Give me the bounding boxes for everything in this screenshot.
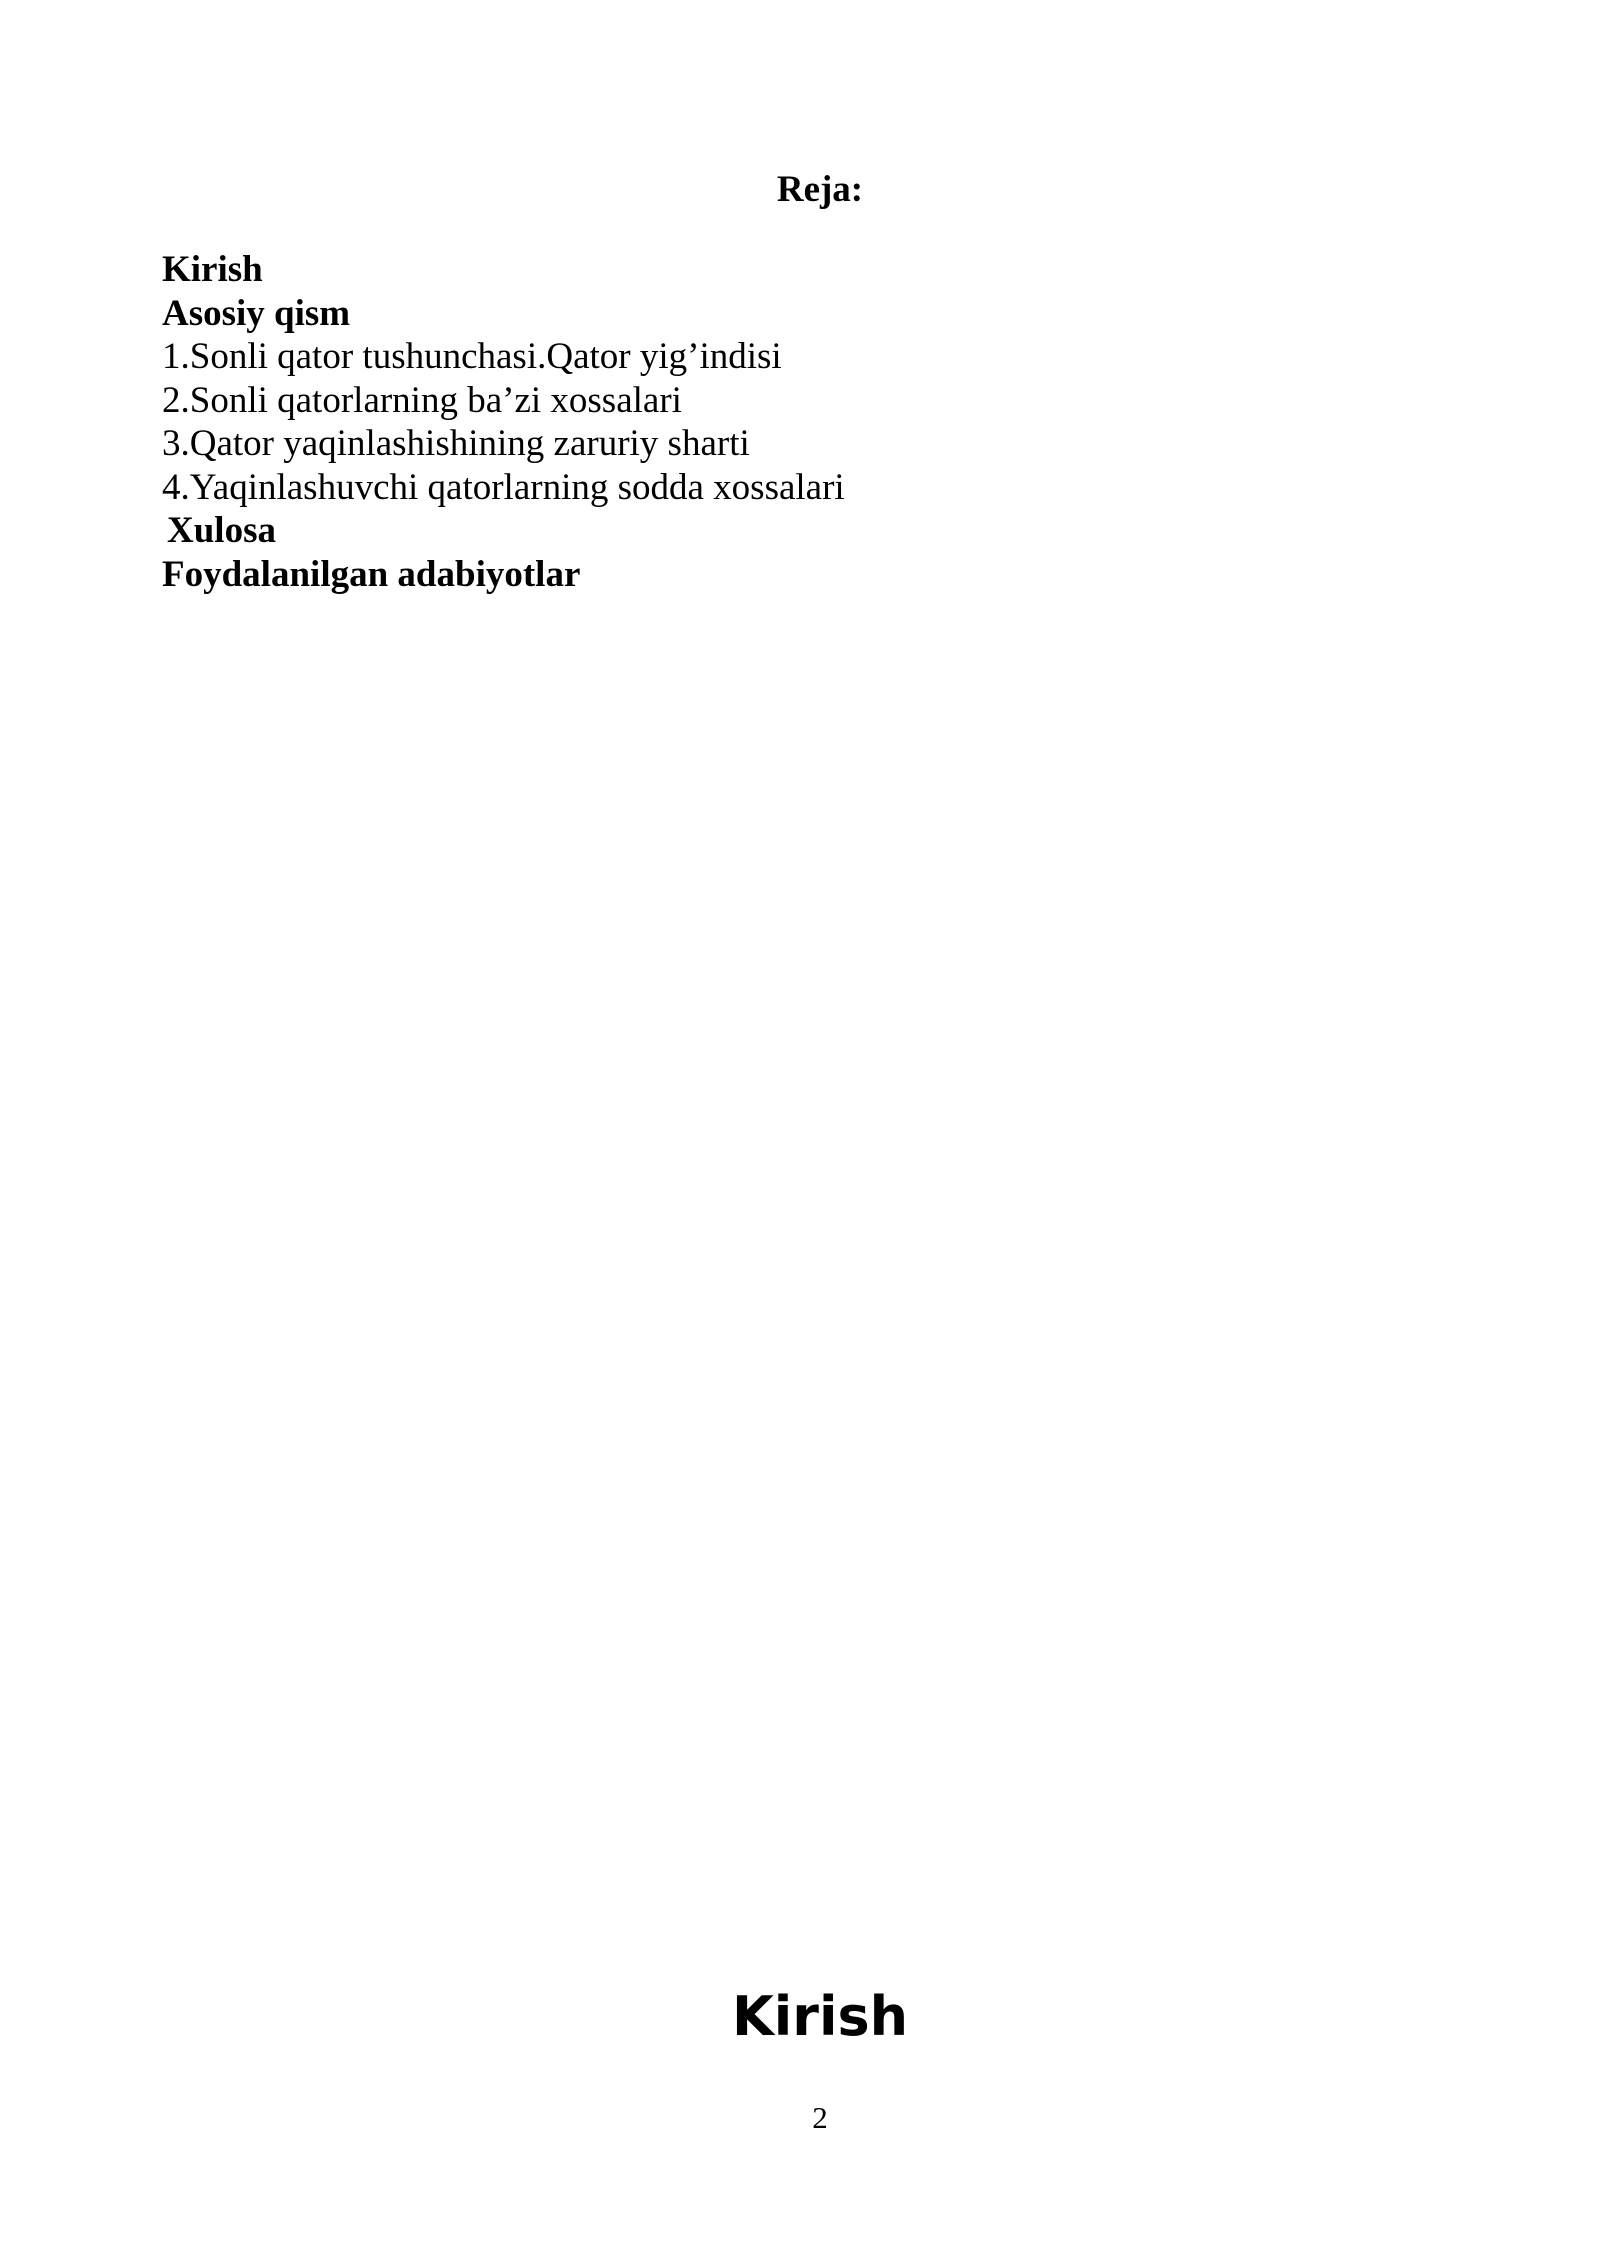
plan-item-3: 3.Qator yaqinlashishining zaruriy sharti (162, 423, 750, 464)
plan-item-references: Foydalanilgan adabiyotlar (162, 553, 581, 595)
plan-list (162, 248, 845, 596)
plan-item-main-part: Asosiy qism (162, 292, 351, 334)
plan-item-conclusion: Xulosa (167, 510, 276, 551)
plan-heading: Reja: (776, 169, 864, 210)
section-title: Kirish (731, 1985, 909, 2048)
plan-item-1: 1.Sonli qator tushunchasi.Qator yig’indisi (162, 336, 782, 377)
plan-item-4: 4.Yaqinlashuvchi qatorlarning sodda xossalari (162, 466, 845, 508)
plan-item-2: 2.Sonli qatorlarning ba’zi xossalari (162, 379, 682, 421)
page-number: 2 (812, 2100, 828, 2135)
plan-item-introduction: Kirish (162, 249, 263, 290)
